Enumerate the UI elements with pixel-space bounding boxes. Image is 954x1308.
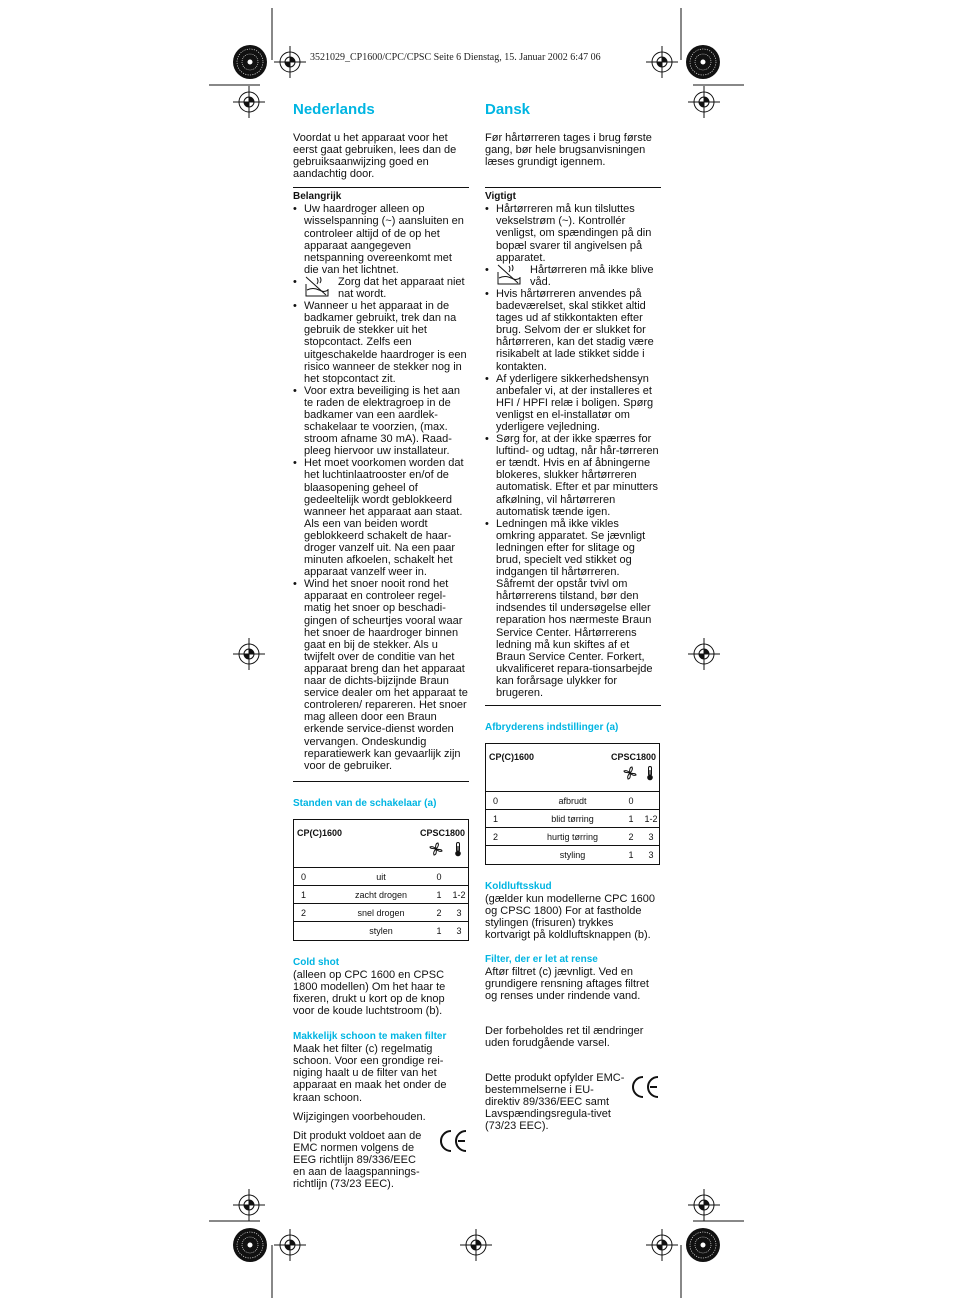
- list-item-text: • Zorg dat het apparaat niet nat wordt.: [338, 275, 465, 301]
- table-row: [294, 868, 468, 886]
- cell-position: 2: [493, 832, 499, 843]
- filter-text: Maak het filter (c) regelmatig schoon. Voor een grondige rei-niging haalt u de filter van het apparaat en maak het onder de kraan schoon.: [293, 1043, 447, 1104]
- cell-temp: 3: [456, 925, 462, 936]
- divider: [293, 187, 469, 188]
- intro-text: Før hårtørreren tages i brug første gang, bør hele brugsanvisningen læses grundigt igennem.: [485, 132, 652, 169]
- safety-list: [485, 203, 661, 699]
- list-item: • Af yderligere sikkerhedshensyn anbefaler vi, at der installeres et HFI / HPFI relæ i boligen. Spørg venligst en el-installatør om yderligere vejledning.: [485, 373, 661, 433]
- important-label: Belangrijk: [293, 191, 342, 203]
- column-dansk: [485, 101, 661, 1132]
- filter-text: Aftør filtret (c) jævnligt. Ved en grundigere rensning aftages filtret og renses under rindende vand.: [485, 965, 649, 1002]
- model-right: CPSC1800: [610, 752, 656, 763]
- cell-position: 1: [493, 814, 499, 825]
- print-slug-header: 3521029_CP1600/CPC/CPSC Seite 6 Dienstag, 15. Januar 2002 6:47 06: [310, 52, 601, 63]
- no-water-icon: [496, 264, 522, 286]
- cell-temp: 1-2: [644, 814, 658, 825]
- cell-fan: 0: [628, 796, 634, 807]
- list-item: • Wind het snoer nooit rond het apparaat en controleer regel-matig het snoer op beschadi-gingen of scheurtjes vooral waar het snoer de haardroger binnen gaat en bij de stekker. Als u twijfelt over de conditie van het apparaat breng dan het apparaat naar de dichts-bijzijnde Braun service dealer om het apparaat te controleren/ repareren. Het snoer mag alleen door een Braun erkende service-dienst worden vervangen. Ondeskundig reparatiewerk kan gevaarlijk zijn voor de gebruiker.: [293, 578, 469, 772]
- table-row: [486, 810, 659, 828]
- cell-position: 2: [301, 907, 307, 918]
- cell-temp: 3: [648, 832, 654, 843]
- table-row: [486, 792, 659, 810]
- cell-setting: blid tørring: [551, 814, 594, 825]
- divider: [293, 781, 469, 782]
- list-item: • Hvis hårtørreren anvendes på badeværelset, skal stikket altid tages ud af stikkontakten efter brug. Selvom der er slukket for hårtørreren, kan det stadig være risikabelt at lade stikket sidde i kontakten.: [485, 288, 661, 373]
- cold-shot-text: (gælder kun modellerne CPC 1600 og CPSC 1800) For at fastholde stylingen (frisuren) trykkes kortvarigt på koldluftsknappen (b).: [485, 893, 655, 942]
- filter-heading: Makkelijk schoon te maken filter: [293, 1031, 447, 1043]
- cell-fan: 1: [436, 889, 442, 900]
- divider: [485, 187, 661, 188]
- cell-fan: 1: [436, 925, 442, 936]
- cell-setting: styling: [559, 850, 586, 861]
- cell-fan: 2: [628, 832, 634, 843]
- list-item: • Uw haardroger alleen op wisselspanning (~) aansluiten en controleer altijd of de op het apparaat aangegeven netspanning overeenkomt met die van het lichtnet.: [293, 203, 469, 276]
- thermometer-icon: [646, 766, 654, 781]
- settings-table: [485, 743, 660, 865]
- cold-shot-heading: Koldluftsskud: [485, 881, 552, 893]
- ce-mark-icon: [631, 1074, 661, 1100]
- intro-text: Voordat u het apparaat voor het eerst gaat gebruiken, lees dan de gebruiksaanwijzing goed en aandachtig door.: [293, 132, 457, 181]
- table-header: [294, 820, 468, 868]
- cell-fan: 0: [436, 871, 442, 882]
- list-item: • Hårtørreren må kun tilsluttes vekselstrøm (~). Kontrollér venligst, om spændingen på din bopæl svarer til angivelsen på apparatet.: [485, 203, 661, 263]
- cell-temp: 1-2: [452, 889, 466, 900]
- switch-heading: Afbryderens indstillinger (a): [485, 722, 619, 734]
- cell-setting: uit: [376, 871, 386, 882]
- model-right: CPSC1800: [419, 827, 465, 838]
- section-title-nederlands: Nederlands: [293, 101, 375, 118]
- ce-mark-icon: [439, 1128, 469, 1154]
- cell-fan: 1: [628, 850, 634, 861]
- table-row: [486, 828, 659, 846]
- important-label: Vigtigt: [485, 191, 516, 203]
- fan-icon: [429, 842, 443, 856]
- filter-heading: Filter, der er let at rense: [485, 953, 598, 965]
- cell-setting: zacht drogen: [354, 889, 408, 900]
- section-title-dansk: Dansk: [485, 101, 531, 118]
- list-item: • Voor extra beveiliging is het aan te raden de elektragroep in de badkamer van een aardlek-schakelaar te voorzien, (max. stroom afname 30 mA). Raad-pleeg hiervoor uw installateur.: [293, 385, 469, 458]
- cell-setting: hurtig tørring: [546, 832, 599, 843]
- cell-temp: 3: [456, 907, 462, 918]
- cell-position: 0: [301, 871, 307, 882]
- list-item: • Ledningen må ikke vikles omkring apparatet. Se jævnligt ledningen efter for slitage og brud, specielt ved stikket og indgangen til hårtørreren. Såfremt der opstår tvivl om hårtørrerens tilstand, bør den indsendes til undersøgelse eller reparation hos nærmeste Braun Service Center. Hårtørrerens ledning må kun skiftes af et Braun Service Center. Forkert, ukvalificeret repara-tionsarbejde kan forårsage ulykker for brugeren.: [485, 518, 661, 699]
- table-row: [486, 846, 659, 864]
- no-water-icon: [304, 276, 330, 298]
- table-row: [294, 922, 468, 940]
- safety-list: [293, 203, 469, 771]
- list-item: • Wanneer u het apparaat in de badkamer gebruikt, trek dan na gebruik de stekker uit het stopcontact. Zelfs een uitgeschakelde haardroger is een risico wanneer de stekker nog in het stopcontact zit.: [293, 300, 469, 385]
- table-row: [294, 886, 468, 904]
- reserve-text: Der forbeholdes ret til ændringer uden forudgående varsel.: [485, 1024, 644, 1049]
- divider: [485, 705, 661, 706]
- emc-text: Dit produkt voldoet aan de EMC normen volgens de EEG richtlijn 89/336/EEC en aan de laagspannings-richtlijn (73/23 EEC).: [293, 1129, 422, 1191]
- thermometer-icon: [454, 842, 462, 857]
- emc-block: [485, 1072, 661, 1132]
- model-left: CP(C)1600: [297, 827, 343, 838]
- table-row: [294, 904, 468, 922]
- cell-setting: stylen: [369, 925, 393, 936]
- cold-shot-heading: Cold shot: [293, 956, 340, 968]
- fan-icon: [623, 766, 637, 780]
- cell-setting: snel drogen: [357, 907, 405, 918]
- switch-heading: Standen van de schakelaar (a): [293, 797, 437, 809]
- cell-position: 0: [493, 796, 499, 807]
- cell-temp: 3: [648, 850, 654, 861]
- emc-block: [293, 1130, 469, 1190]
- cell-fan: 2: [436, 907, 442, 918]
- list-item: [485, 264, 661, 288]
- list-item-text: • Hårtørreren må ikke blive våd.: [530, 263, 654, 288]
- list-item: [293, 276, 469, 300]
- model-left: CP(C)1600: [489, 752, 535, 763]
- cell-position: 1: [301, 889, 307, 900]
- list-item: • Het moet voorkomen worden dat het luchtinlaatrooster en/of de blaasopening geheel of gedeeltelijk wordt geblokkeerd wanneer het apparaat aan staat. Als een van beiden wordt geblokkeerd schakelt de haar-droger vanzelf uit. Na een paar minuten afkoelen, schakelt het apparaat vanzelf weer in.: [293, 457, 469, 578]
- cell-fan: 1: [628, 814, 634, 825]
- list-item: • Sørg for, at der ikke spærres for luftind- og udtag, når hår-tørreren er tændt. Hvis en af åbningerne blokeres, slukker hårtørreren automatisk. Efter et par minutters afkølning, vil hårtørreren automatisk tænde igen.: [485, 433, 661, 518]
- cold-shot-text: (alleen op CPC 1600 en CPSC 1800 modellen) Om het haar te fixeren, drukt u kort op de knop voor de koude luchtstroom (b).: [293, 968, 446, 1018]
- cell-setting: afbrudt: [558, 796, 587, 807]
- table-header: [486, 744, 659, 792]
- settings-table: [293, 819, 469, 941]
- reserve-text: Wijzigingen voorbehouden.: [293, 1110, 426, 1123]
- column-nederlands: [293, 101, 469, 1190]
- emc-text: Dette produkt opfylder EMC-bestemmelserne i EU-direktiv 89/336/EEC samt Lavspændingsregula-tivet (73/23 EEC).: [485, 1071, 625, 1133]
